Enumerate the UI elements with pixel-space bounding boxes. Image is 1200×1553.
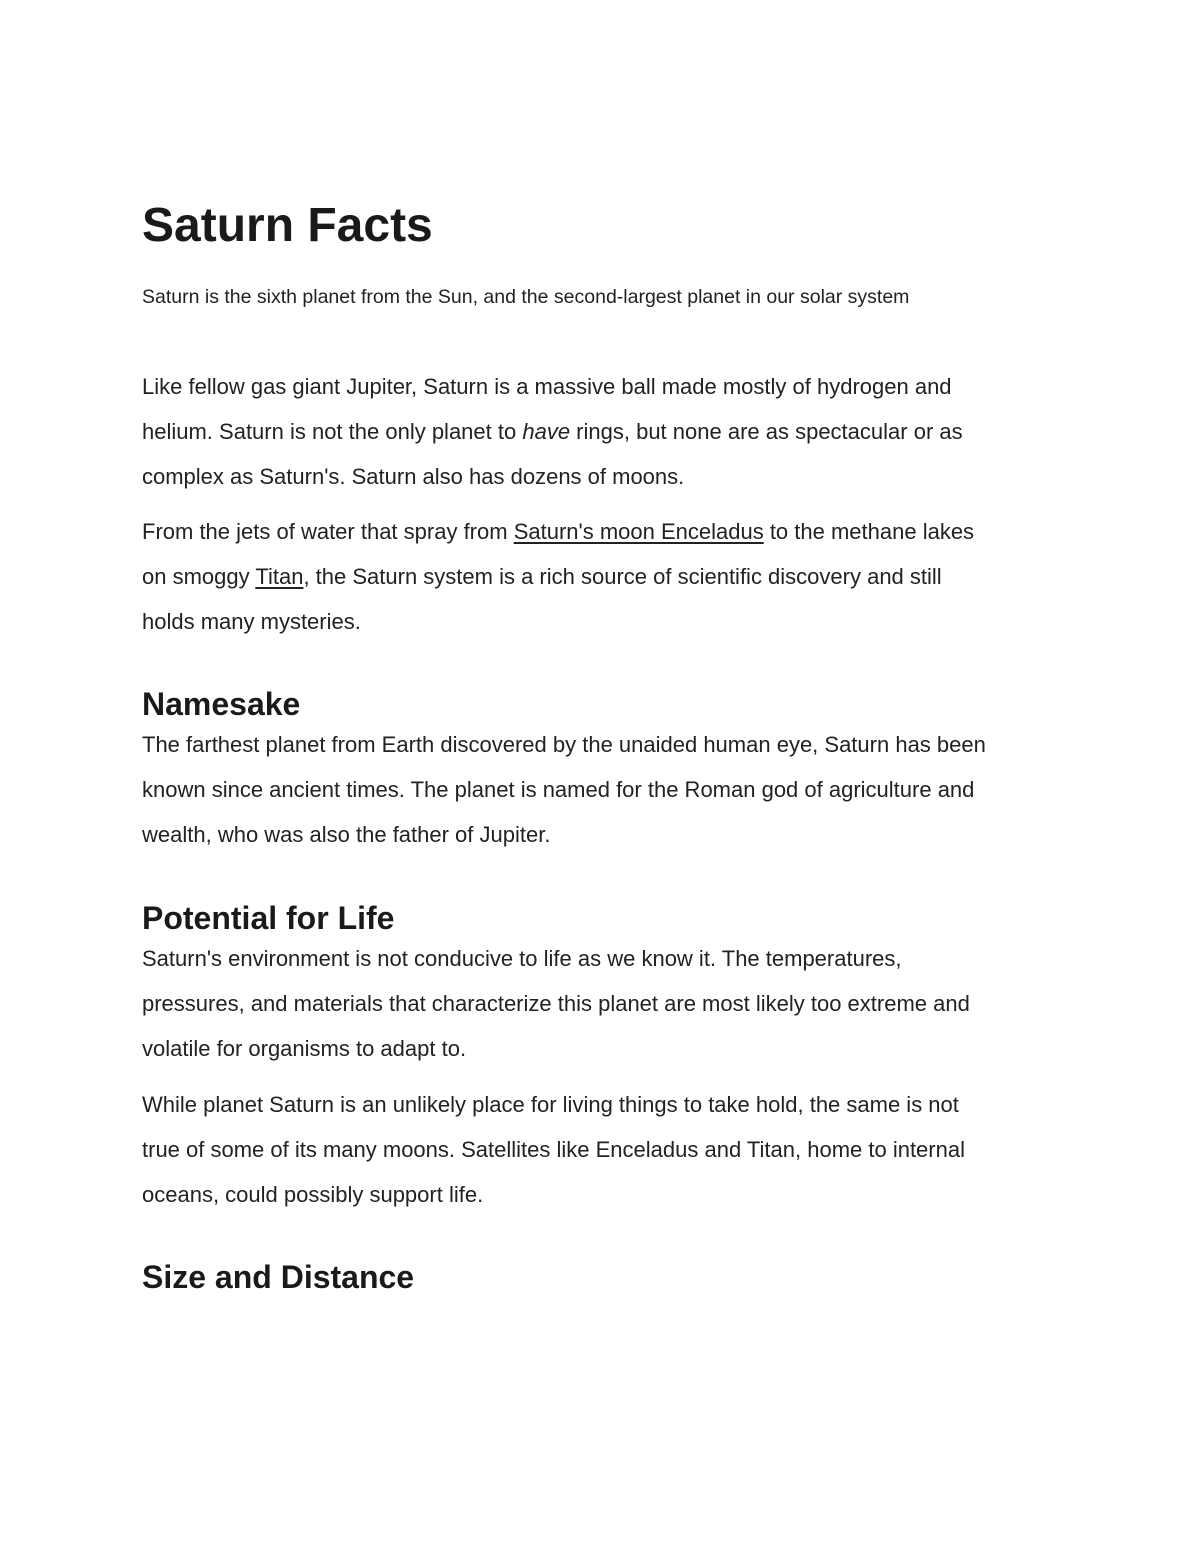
intro1-line2-a: helium. Saturn is not the only planet to [142, 419, 523, 444]
intro2-line3: holds many mysteries. [142, 609, 361, 634]
intro1-line2 [142, 409, 1057, 454]
life-p1-line2: pressures, and materials that characterize this planet are most likely too extreme and [142, 991, 970, 1016]
life-paragraph-1 [142, 936, 1057, 1071]
intro1-emphasis: have [522, 419, 571, 444]
subtitle: Saturn is the sixth planet from the Sun, and the second-largest planet in our solar system [142, 286, 910, 308]
intro-paragraph-2 [142, 509, 1057, 644]
namesake-line1: The farthest planet from Earth discovered by the unaided human eye, Saturn has been [142, 732, 986, 757]
life-p2-line2: true of some of its many moons. Satellites like Enceladus and Titan, home to internal [142, 1137, 965, 1162]
life-p1-line3: volatile for organisms to adapt to. [142, 1036, 467, 1061]
namesake-heading: Namesake [142, 686, 301, 722]
intro2-line2 [142, 554, 1057, 599]
enceladus-link[interactable]: Saturn's moon Enceladus [513, 519, 764, 544]
intro2-line1-a: From the jets of water that spray from [142, 519, 514, 544]
namesake-paragraph [142, 722, 1057, 857]
intro1-line3: complex as Saturn's. Saturn also has dozens of moons. [142, 464, 685, 489]
namesake-line3: wealth, who was also the father of Jupiter. [142, 822, 551, 847]
intro1-line2-b: rings, but none are as spectacular or as [570, 419, 963, 444]
life-p1-line1: Saturn's environment is not conducive to life as we know it. The temperatures, [142, 946, 902, 971]
intro2-line1 [142, 509, 1057, 554]
titan-link[interactable]: Titan [255, 564, 304, 589]
life-paragraph-2 [142, 1082, 1057, 1217]
potential-for-life-heading: Potential for Life [142, 900, 395, 936]
namesake-line2: known since ancient times. The planet is named for the Roman god of agriculture and [142, 777, 975, 802]
page-title: Saturn Facts [142, 199, 433, 252]
intro2-line1-b: to the methane lakes [763, 519, 975, 544]
life-p2-line3: oceans, could possibly support life. [142, 1182, 484, 1207]
size-and-distance-heading: Size and Distance [142, 1259, 415, 1295]
life-p2-line1: While planet Saturn is an unlikely place for living things to take hold, the same is not [142, 1092, 959, 1117]
intro-paragraph-1 [142, 364, 1057, 499]
intro2-line2-a: on smoggy [142, 564, 256, 589]
intro2-line2-b: , the Saturn system is a rich source of scientific discovery and still [303, 564, 942, 589]
intro1-line1: Like fellow gas giant Jupiter, Saturn is a massive ball made mostly of hydrogen and [142, 374, 952, 399]
